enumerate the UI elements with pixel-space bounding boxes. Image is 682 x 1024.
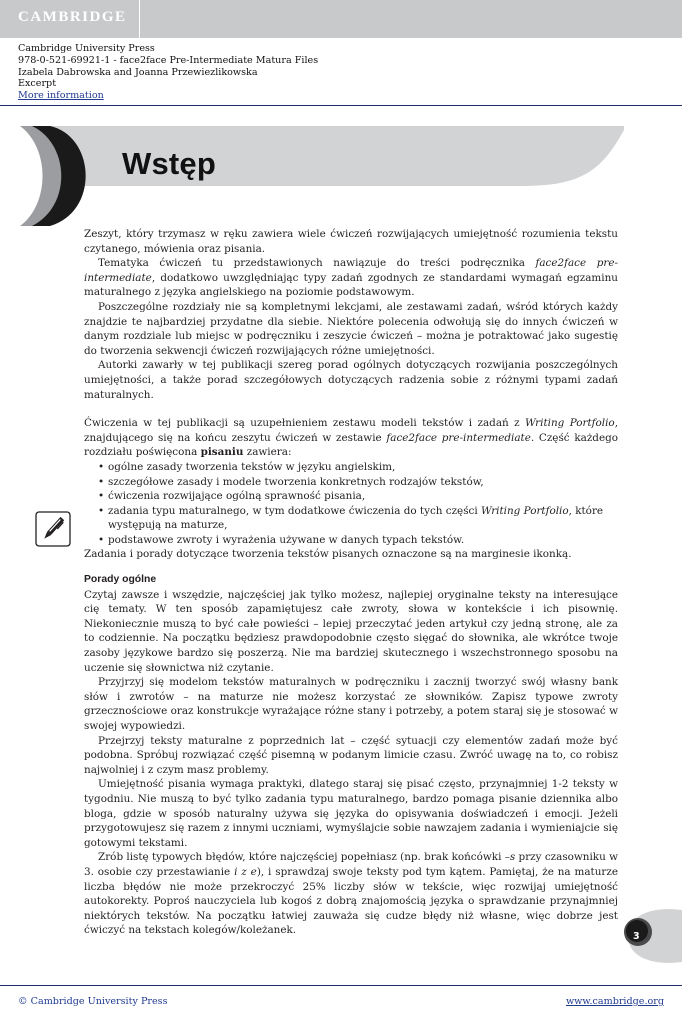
writing-contents-list <box>84 460 618 548</box>
paragraph: Tematyka ćwiczeń tu przedstawionych nawiązuje do treści podręcznika face2face pre-intermediate, dodatkowo uwzględniając typy zadań zgodnych ze standardami wymagań egzaminu maturalnego z języka angielskiego na poziomie podstawowym. <box>84 257 618 299</box>
paragraph: Przejrzyj teksty maturalne z poprzednich lat – część sytuacji czy elementów zadań może być podobna. Spróbuj rozwiązać część pisemną w podanym limicie czasu. Zwróć uwagę na to, co robisz najwolniej i z czym masz problemy. <box>84 734 618 776</box>
article-body <box>84 227 618 938</box>
paragraph: Zadania i porady dotyczące tworzenia tekstów pisanych oznaczone są na marginesie ikonką. <box>84 548 572 561</box>
pen-icon <box>35 511 71 547</box>
list-item: • szczegółowe zasady i modele tworzenia konkretnych rodzajów tekstów, <box>84 475 618 490</box>
paragraph: Autorki zawarły w tej publikacji szereg porad ogólnych dotyczących rozwijania poszczególnych umiejętności, a także porad szczegółowych dotyczących radzenia sobie z różnymi typami zadań maturalnych. <box>84 359 618 401</box>
paragraph: Poszczególne rozdziały nie są kompletnymi lekcjami, ale zestawami zadań, wśród których każdy znajdzie te najbardziej przydatne dla siebie. Niektóre polecenia odwołują się do innych ćwiczeń w danym rozdziale lub miejsc w podręczniku i zeszycie ćwiczeń – można je potraktować jako sugestię do tworzenia sekwencji ćwiczeń rozwijających różne umiejętności. <box>84 300 618 357</box>
list-item: • ogólne zasady tworzenia tekstów w języku angielskim, <box>84 460 618 475</box>
isbn-title: 978-0-521-69921-1 - face2face Pre-Intermediate Matura Files <box>18 54 319 66</box>
excerpt-metadata <box>18 43 318 102</box>
section-heading: Porady ogólne <box>84 574 157 586</box>
brand-box <box>0 0 140 38</box>
paragraph: Zrób listę typowych błędów, które najczęściej popełniasz (np. brak końcówki –s przy czasowniku w 3. osobie czy przestawianie i z e), i sprawdzaj swoje teksty pod tym kątem. Pamiętaj, że na maturze liczba błędów nie może przekroczyć 25% liczby słów w tekście, więc rozwijaj umiejętność autokorekty. Poproś nauczyciela lub kogoś z dobrą znajomością języka o sprawdzanie przynajmniej niektórych tekstów. Na początku łatwiej zauważa się cudze błędy niż własne, więc dobrze jest ćwiczyć na tekstach kolegów/koleżanek. <box>84 851 619 937</box>
list-item: • podstawowe zwroty i wyrażenia używane w danych typach tekstów. <box>84 533 618 548</box>
paragraph: Czytaj zawsze i wszędzie, najczęściej jak tylko możesz, najlepiej oryginalne teksty na interesujące cię tematy. W ten sposób zapamiętujesz całe zwroty, słowa w kontekście i ich pisownię. Niekoniecznie muszą to być całe powieści – lepiej przeczytać jeden artykuł czy jedną stronę, ale za to codziennie. Na początku będziesz prawdopodobnie często sięgać do słownika, ale wkrótce twoje zasoby językowe bardzo się poszerzą. Nie ma bardziej skutecznego i wszechstronnego sposobu na uczenie się słownictwa niż czytanie. <box>84 588 618 674</box>
publisher-bar <box>0 0 682 38</box>
footer-website-link[interactable]: www.cambridge.org <box>565 996 664 1007</box>
more-information-link[interactable]: More information <box>18 90 104 102</box>
cambridge-logo: CAMBRIDGE <box>18 9 127 25</box>
authors: Izabela Dabrowska and Joanna Przewiezlikowska <box>18 66 258 78</box>
paragraph: Przyjrzyj się modelom tekstów maturalnych w podręczniku i zacznij tworzyć swój własny bank słów i zwrotów – na maturze nie możesz korzystać ze słowników. Zapisz typowe zwroty grzecznościowe oraz konstrukcje wyrażające różne stany i potrzeby, a potem staraj się je stosować w swojej wypowiedzi. <box>84 676 618 732</box>
excerpt-label: Excerpt <box>18 78 57 90</box>
list-item: • zadania typu maturalnego, w tym dodatkowe ćwiczenia do tych części Writing Portfolio, które występują na maturze, <box>84 504 618 533</box>
header-rule <box>0 105 682 106</box>
paragraph: Ćwiczenia w tej publikacji są uzupełnieniem zestawu modeli tekstów i zadań z Writing Portfolio, znajdującego się na końcu zeszytu ćwiczeń w zestawie face2face pre-intermediate. Część każdego rozdziału poświęcona pisaniu zawiera: <box>84 417 618 459</box>
chapter-title: Wstęp <box>122 146 216 181</box>
chapter-banner <box>0 126 682 226</box>
footer-copyright: © Cambridge University Press <box>18 996 168 1007</box>
list-item: • ćwiczenia rozwijające ogólną sprawność pisania, <box>84 489 618 504</box>
paragraph: Zeszyt, który trzymasz w ręku zawiera wiele ćwiczeń rozwijających umiejętność rozumienia tekstu czytanego, mówienia oraz pisania. <box>84 228 618 255</box>
paragraph: Umiejętność pisania wymaga praktyki, dlatego staraj się pisać często, przynajmniej 1-2 teksty w tygodniu. Nie muszą to być tylko zadania typu maturalnego, bardzo pomaga pisanie dziennika albo bloga, gdzie w sposób naturalny używa się języka do opisywania doświadczeń i emocji. Jeżeli przygotowujesz się razem z innymi uczniami, wymyślajcie sobie nawzajem zadania i wymieniajcie się gotowymi tekstami. <box>84 778 618 849</box>
publisher-name: Cambridge University Press <box>18 43 155 54</box>
footer-rule <box>0 985 682 986</box>
